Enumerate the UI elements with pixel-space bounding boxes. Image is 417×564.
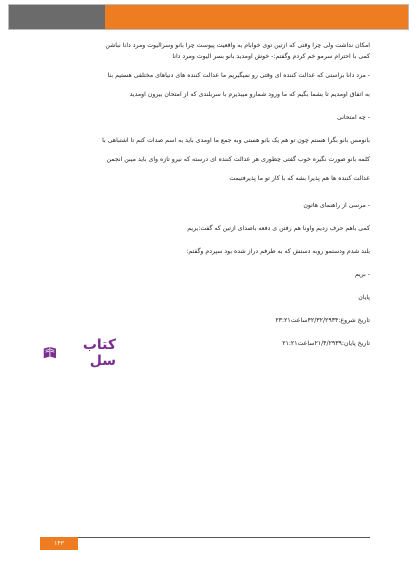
paragraph-line: - مرد دانا براستی که عدالت کننده ای وقتی رو نمیگیریم ما عدالت کننده های دنیاهای مختلفی هستیم بنا <box>107 72 370 79</box>
logo-text: کتاب سل <box>82 337 116 369</box>
paragraph-line: - مرسی از راهنمای هاتون <box>303 202 370 209</box>
header-orange-block <box>105 5 408 29</box>
paragraph-line: کمی باهم حرف زدیم واونا هم رفتن ی دفعه باصدای ازتین که گفت:بریم <box>187 225 370 232</box>
paragraph-line: بلند شدم ودستمو روبه دستش که به طرفم دراز شده بود سپردم وگفتم: <box>186 248 370 255</box>
paragraph-line: عدالت کننده ها هم پذیرا بشه که با کار تو ما پذیرفتیمت <box>229 175 370 182</box>
header-banner <box>8 4 409 30</box>
story-text <box>40 40 370 349</box>
paragraph-line: کمی با احترام سرمو خم کردم وگفتم:- خوش اومدید بانو بسر الیوت ومرد دانا <box>172 53 370 60</box>
book-icon <box>42 344 58 362</box>
paragraph-line: - بریم <box>354 271 370 278</box>
paragraph-line: بانومس بانو بگرا هستم چون تو هم یک بانو هستی وبه جمع ما اومدی باید به اسم صدات کنم تا اشتباهی با <box>102 137 370 144</box>
header-grey-block <box>9 5 105 29</box>
ketabsal-logo <box>42 337 116 369</box>
paragraph-line: امکان نداشت ولی چرا وقتی که ازتین توی خوابام به واقعیت پیوست چرا بانو وسرالیوت ومرد دانا نباشن <box>105 42 370 49</box>
paragraph-line: به اتفاق اومدیم تا بشما بگیم که ما ورود شمارو میبذیرم با سربلندی که از امتحان بیرون اومدید <box>129 91 370 98</box>
paragraph-line: - چه امتحانی <box>337 114 370 121</box>
start-date: تاریخ شروع:۴۲/۳۲/۲۹۳۴ساعت۲۳:۲۱ <box>275 317 370 324</box>
end-date: تاریخ پایان:۲۱/۴/۲۹۳۹ساعت۲۱:۲۱ <box>282 340 370 347</box>
ending-text: پایان <box>358 294 370 301</box>
paragraph-line: کلمه بانو صورت نگیره خوب گفتی چطوری هر عدالت کننده ای درسته که نیرو تازه وای باید میبن انجمن <box>106 156 370 163</box>
footer-rule <box>40 537 370 538</box>
page-number: ۱۴۳ <box>40 537 78 550</box>
